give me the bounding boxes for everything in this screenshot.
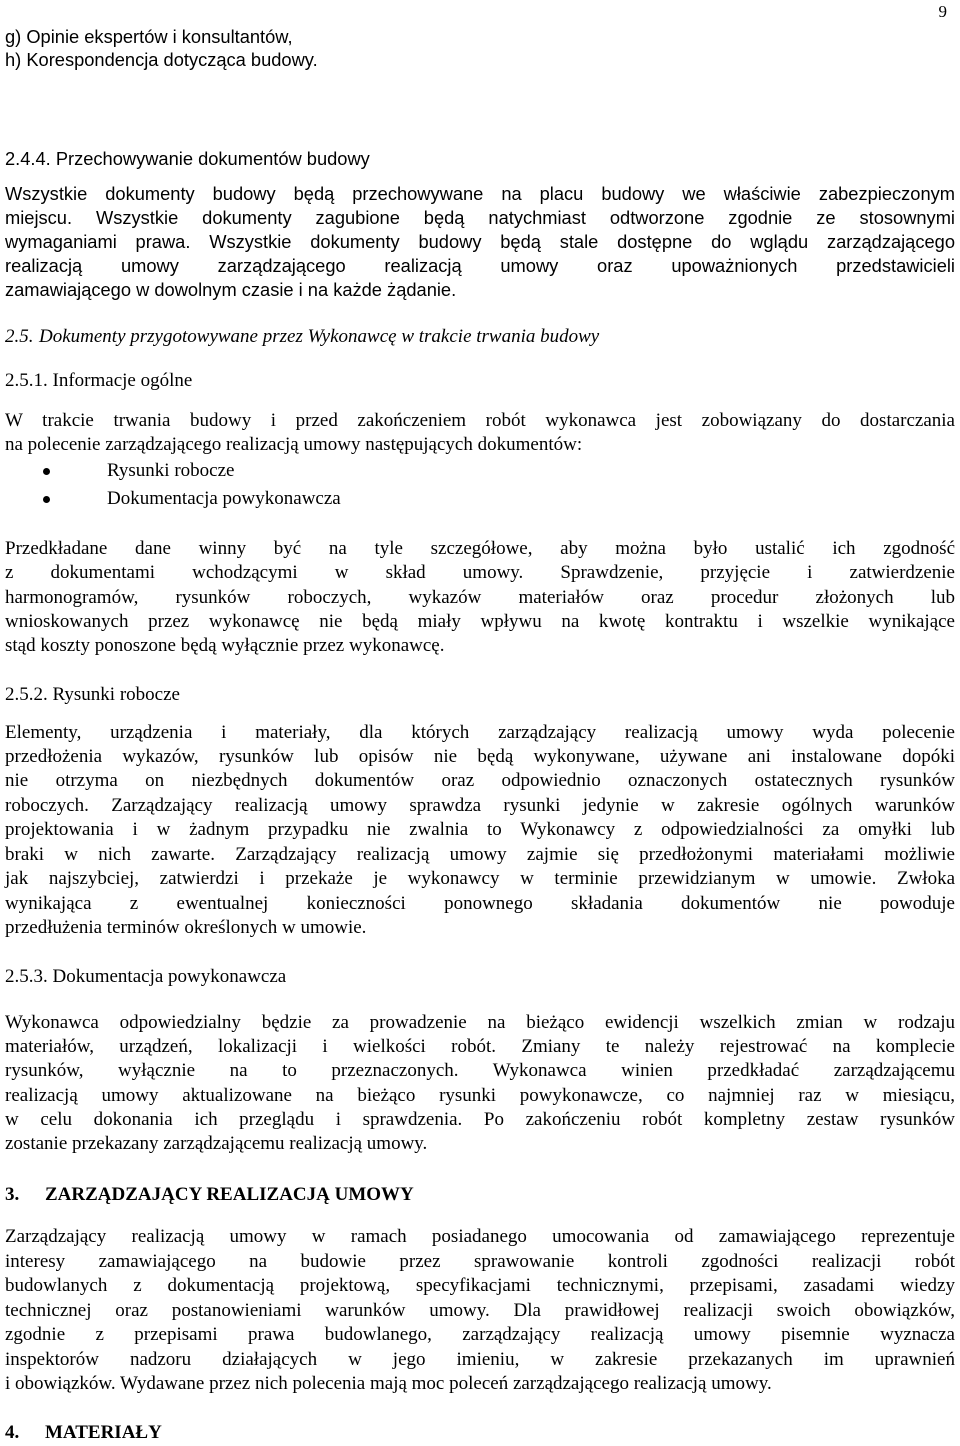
paragraph-line: zamawiającego w dowolnym czasie i na każde żądanie. — [5, 279, 457, 300]
paragraph-line: z dokumentami wchodzącymi w skład umowy. Sprawdzenie, przyjęcie i zatwierdzenie — [5, 562, 955, 583]
document-page — [5, 0, 955, 1446]
paragraph-line: w celu dokonania ich przeglądu i sprawdzenia. Po zakończeniu robót kompletny zestaw rysunków — [5, 1109, 955, 1130]
section-heading-3 — [5, 1184, 414, 1206]
paragraph-line: projektowania i w żadnym przypadku nie zwalnia to Wykonawcy z odpowiedzialności za omyłki lub — [5, 819, 955, 840]
paragraph-line: braki w nich zawarte. Zarządzający realizacją umowy zajmie się przedłożonymi materiałami możliwie — [5, 844, 955, 865]
paragraph-line: roboczych. Zarządzający realizacją umowy sprawdza rysunki jedynie w zakresie ogólnych warunków — [5, 795, 955, 816]
paragraph-line: rysunków, wyłącznie na to przeznaczonych. Wykonawca winien przedkładać zarządzającemu — [5, 1060, 955, 1081]
section-heading-2-4-4: 2.4.4. Przechowywanie dokumentów budowy — [5, 148, 370, 169]
paragraph-line: harmonogramów, rysunków roboczych, wykazów materiałów oraz procedur złożonych lub — [5, 587, 955, 608]
paragraph-line: na polecenie zarządzającego realizacją umowy następujących dokumentów: — [5, 434, 583, 455]
page-number: 9 — [938, 2, 947, 21]
bullet-dot — [43, 496, 50, 503]
paragraph-line: i obowiązków. Wydawane przez nich polecenia mają moc poleceń zarządzającego realizacją umowy. — [5, 1373, 772, 1394]
paragraph-line: stąd koszty ponoszone będą wyłącznie przez wykonawcę. — [5, 635, 445, 656]
paragraph-line: technicznej oraz postanowieniami warunków umowy. Dla prawidłowej realizacji swoich obowiązków, — [5, 1300, 955, 1321]
section-heading-4 — [5, 1422, 162, 1444]
section-title: Dokumenty przygotowywane przez Wykonawcę w trakcie trwania budowy — [39, 326, 600, 347]
paragraph-line: jak najszybciej, zatwierdzi i przekaże je wykonawcy w terminie przewidzianym w umowie. Zwłoka — [5, 868, 955, 889]
section-heading-2-5 — [5, 326, 599, 348]
paragraph-line: miejscu. Wszystkie dokumenty zagubione będą natychmiast odtworzone zgodnie ze stosownymi — [5, 207, 955, 228]
paragraph-line: Wszystkie dokumenty budowy będą przechowywane na placu budowy we właściwie zabezpieczonym — [5, 183, 955, 204]
paragraph-line: W trakcie trwania budowy i przed zakończeniem robót wykonawca jest zobowiązany do dostarczania — [5, 410, 955, 431]
paragraph-line: realizacją umowy aktualizowane na bieżąco rysunki powykonawcze, co najmniej raz w miesiącu, — [5, 1085, 955, 1106]
paragraph-line: zostanie przekazany zarządzającemu realizacją umowy. — [5, 1133, 428, 1154]
paragraph-line: materiałów, urządzeń, lokalizacji i wielkości robót. Zmiany te należy rejestrować na komplecie — [5, 1036, 955, 1057]
paragraph-line: przedłużenia terminów określonych w umowie. — [5, 917, 367, 938]
list-item: h) Korespondencja dotycząca budowy. — [5, 49, 318, 70]
paragraph-line: interesy zamawiającego na budowie przez sprawowanie kontroli zgodności realizacji robót — [5, 1251, 955, 1272]
section-number: 4. — [5, 1422, 20, 1443]
section-heading-2-5-1: 2.5.1. Informacje ogólne — [5, 370, 193, 391]
bullet-text: Dokumentacja powykonawcza — [107, 488, 341, 509]
section-heading-2-5-3: 2.5.3. Dokumentacja powykonawcza — [5, 966, 287, 987]
paragraph-line: wynikająca z ewentualnej konieczności ponownego składania dokumentów nie powoduje — [5, 893, 955, 914]
paragraph-line: przedłożenia wykazów, rysunków lub opisów nie będą wykonywane, używane ani instalowane dopóki — [5, 746, 955, 767]
paragraph-line: nie otrzyma on niezbędnych dokumentów oraz odpowiednio oznaczonych ostatecznych rysunków — [5, 770, 955, 791]
section-title: MATERIAŁY — [45, 1422, 162, 1443]
section-title: ZARZĄDZAJĄCY REALIZACJĄ UMOWY — [45, 1184, 414, 1205]
paragraph-line: Elementy, urządzenia i materiały, dla których zarządzający realizacją umowy wyda polecenie — [5, 722, 955, 743]
paragraph-line: Wykonawca odpowiedzialny będzie za prowadzenie na bieżąco ewidencji wszelkich zmian w rodzaju — [5, 1012, 955, 1033]
paragraph-line: wymaganiami prawa. Wszystkie dokumenty budowy będą stale dostępne do wglądu zarządzającego — [5, 231, 955, 252]
bullet-text: Rysunki robocze — [107, 460, 235, 481]
bullet-dot — [43, 468, 50, 475]
section-number: 3. — [5, 1184, 20, 1205]
paragraph-line: Zarządzający realizacją umowy w ramach posiadanego umocowania od zamawiającego reprezentuje — [5, 1226, 955, 1247]
paragraph-line: budowlanych z dokumentacją projektową, specyfikacjami technicznymi, przepisami, zasadami wiedzy — [5, 1275, 955, 1296]
section-number: 2.5. — [5, 326, 34, 347]
paragraph-line: wnioskowanych przez wykonawcę nie będą miały wpływu na kwotę kontraktu i wszelkie wynikające — [5, 611, 955, 632]
section-heading-2-5-2: 2.5.2. Rysunki robocze — [5, 684, 180, 705]
paragraph-line: zgodnie z przepisami prawa budowlanego, zarządzający realizacją umowy pisemnie wyznacza — [5, 1324, 955, 1345]
list-item: g) Opinie ekspertów i konsultantów, — [5, 26, 293, 47]
paragraph-line: Przedkładane dane winny być na tyle szczegółowe, aby można było ustalić ich zgodność — [5, 538, 955, 559]
paragraph-line: inspektorów nadzoru działających w jego imieniu, w zakresie przekazanych im uprawnień — [5, 1349, 955, 1370]
paragraph-line: realizacją umowy zarządzającego realizacją umowy oraz upoważnionych przedstawicieli — [5, 255, 955, 276]
